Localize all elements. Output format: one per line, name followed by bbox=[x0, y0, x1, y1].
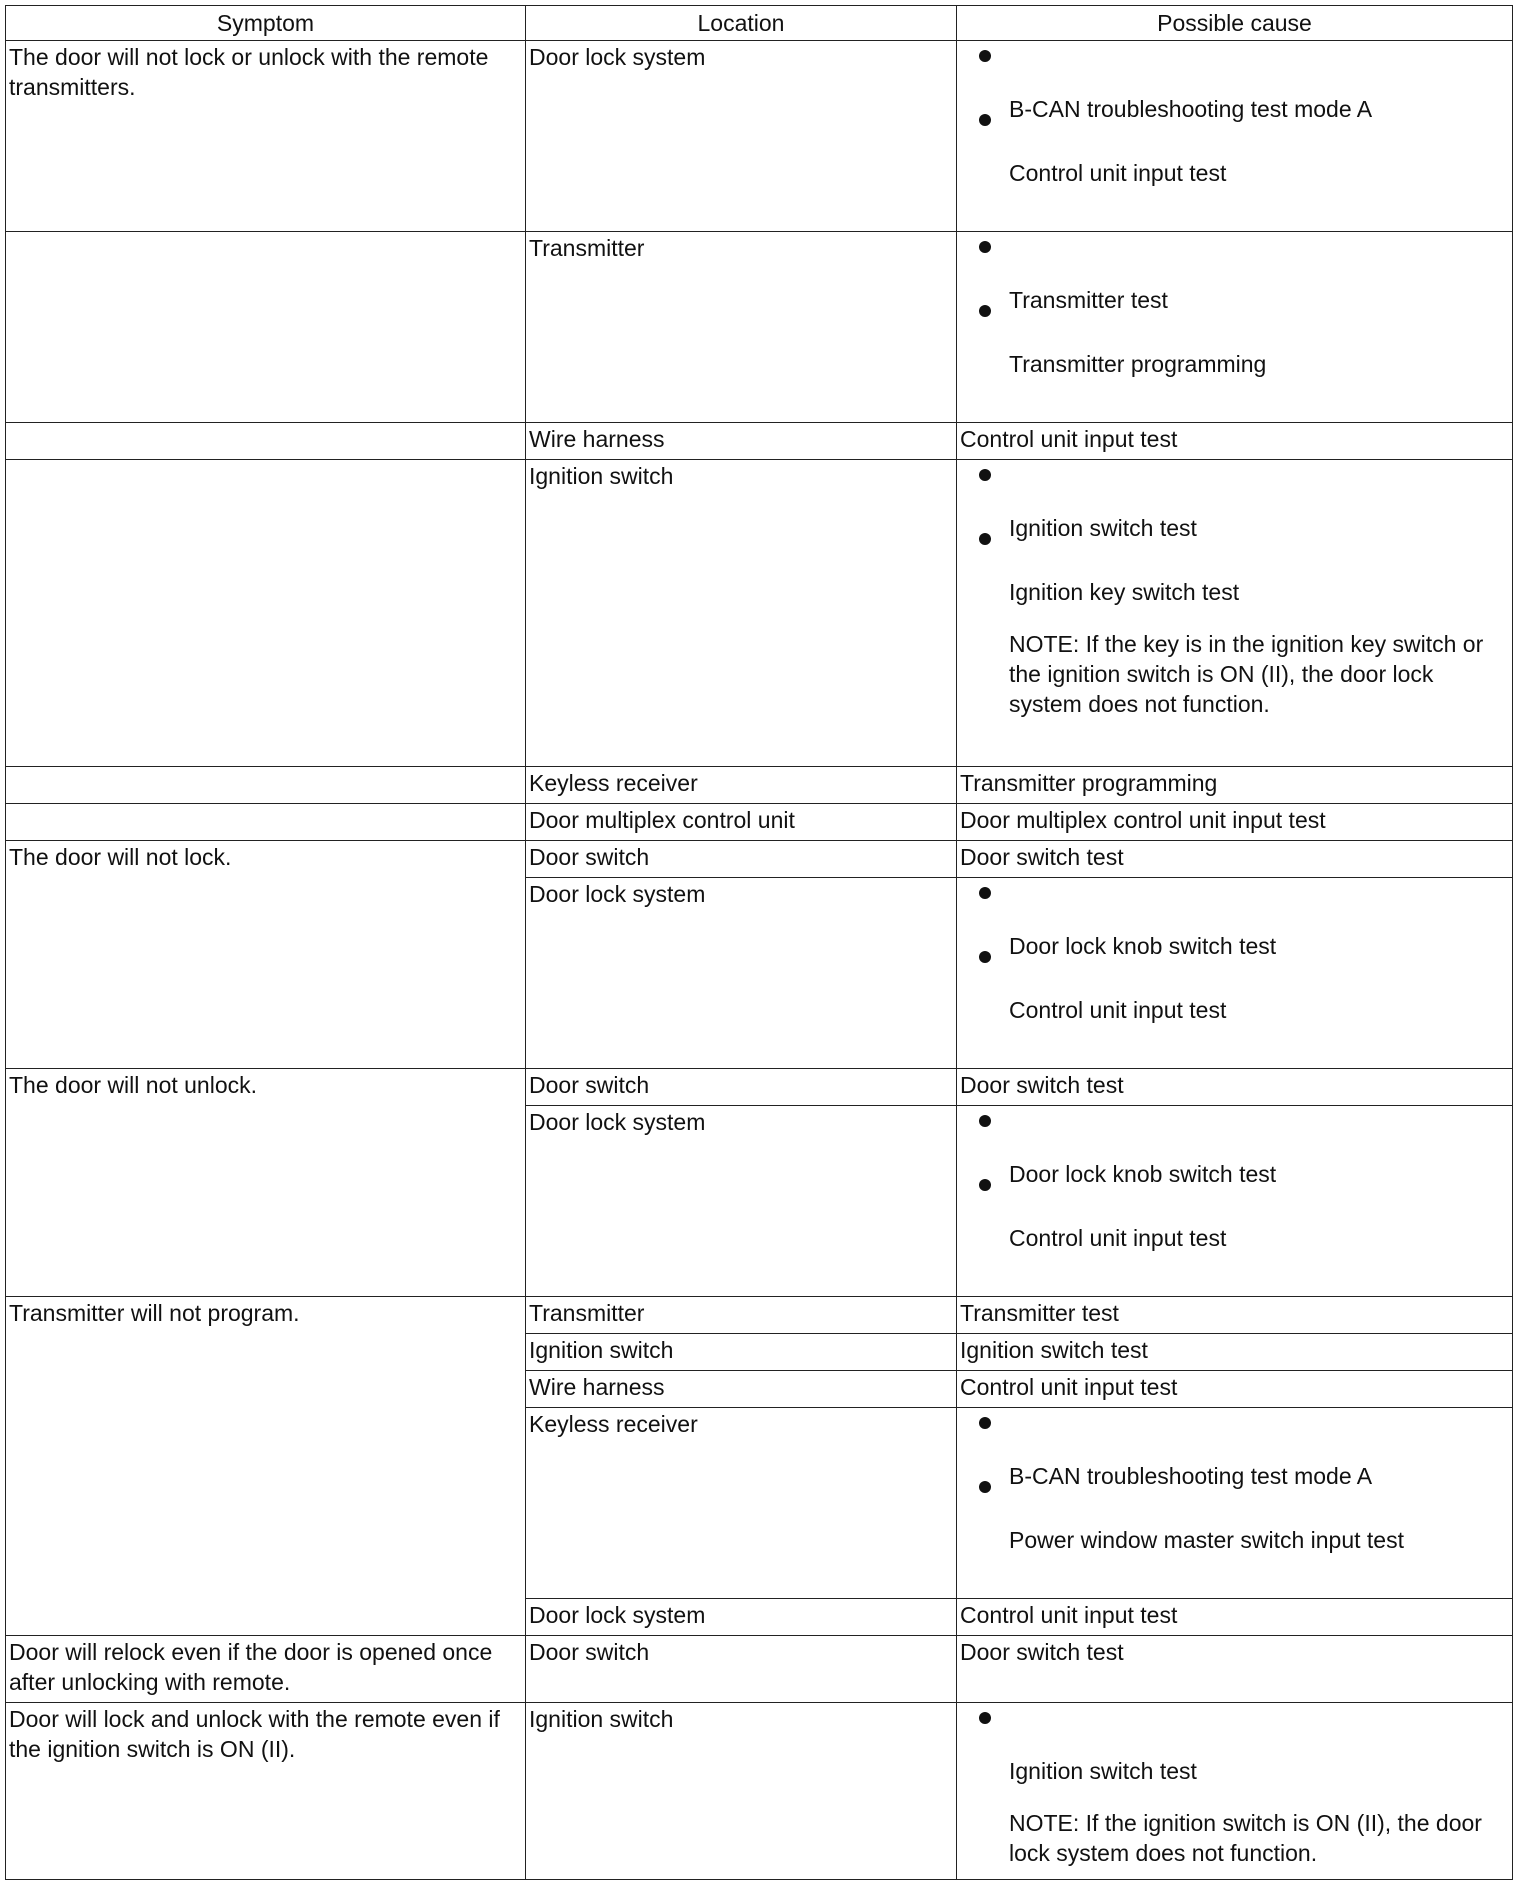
bullet-icon bbox=[979, 951, 991, 963]
table-row bbox=[6, 1297, 1513, 1334]
cause-item: Transmitter programming bbox=[960, 297, 1509, 379]
cause-item: Ignition key switch test bbox=[960, 525, 1509, 607]
location-cell: Door lock system bbox=[526, 878, 957, 1069]
table-row bbox=[6, 767, 1513, 804]
symptom-cell: Transmitter will not program. bbox=[6, 1297, 526, 1636]
bullet-icon bbox=[979, 533, 991, 545]
cause-cell: Control unit input test bbox=[957, 1599, 1513, 1636]
table-row bbox=[6, 41, 1513, 232]
cause-cell: Door multiplex control unit input test bbox=[957, 804, 1513, 841]
bullet-icon bbox=[979, 241, 991, 253]
cause-item: Control unit input test bbox=[960, 943, 1509, 1025]
location-cell: Keyless receiver bbox=[526, 767, 957, 804]
location-cell: Wire harness bbox=[526, 423, 957, 460]
header-possible-cause: Possible cause bbox=[957, 6, 1513, 41]
table-row bbox=[6, 1069, 1513, 1106]
bullet-icon bbox=[979, 1179, 991, 1191]
header-row bbox=[6, 6, 1513, 41]
location-cell: Wire harness bbox=[526, 1371, 957, 1408]
bullet-icon bbox=[979, 1417, 991, 1429]
bullet-icon bbox=[979, 50, 991, 62]
cause-cell bbox=[957, 460, 1513, 767]
cause-cell: Transmitter programming bbox=[957, 767, 1513, 804]
table-row bbox=[6, 423, 1513, 460]
location-cell: Ignition switch bbox=[526, 460, 957, 767]
location-cell: Transmitter bbox=[526, 232, 957, 423]
symptom-cell bbox=[6, 804, 526, 841]
location-cell: Door lock system bbox=[526, 1106, 957, 1297]
symptom-cell: Door will relock even if the door is opened once after unlocking with remote. bbox=[6, 1636, 526, 1703]
location-cell: Ignition switch bbox=[526, 1703, 957, 1880]
location-cell: Transmitter bbox=[526, 1297, 957, 1334]
header-location: Location bbox=[526, 6, 957, 41]
table-row bbox=[6, 232, 1513, 423]
cause-cell: Transmitter test bbox=[957, 1297, 1513, 1334]
symptom-cell: The door will not lock. bbox=[6, 841, 526, 1069]
cause-note: NOTE: If the key is in the ignition key switch or the ignition switch is ON (II), the door lock system does not function. bbox=[1009, 631, 1484, 717]
cause-cell bbox=[957, 1106, 1513, 1297]
bullet-icon bbox=[979, 305, 991, 317]
cause-item: Control unit input test bbox=[960, 106, 1509, 188]
cause-cell bbox=[957, 41, 1513, 232]
symptom-cell bbox=[6, 767, 526, 804]
location-cell: Door switch bbox=[526, 841, 957, 878]
location-cell: Door switch bbox=[526, 1069, 957, 1106]
cause-item: Control unit input test bbox=[960, 1171, 1509, 1253]
cause-cell: Door switch test bbox=[957, 841, 1513, 878]
bullet-icon bbox=[979, 1115, 991, 1127]
troubleshooting-table bbox=[5, 5, 1513, 1880]
cause-item: Ignition switch test bbox=[960, 1704, 1509, 1786]
table-row bbox=[6, 841, 1513, 878]
header-symptom: Symptom bbox=[6, 6, 526, 41]
bullet-icon bbox=[979, 887, 991, 899]
cause-note: NOTE: If the ignition switch is ON (II), the door lock system does not function. bbox=[1009, 1810, 1482, 1866]
symptom-cell bbox=[6, 232, 526, 423]
bullet-icon bbox=[979, 1481, 991, 1493]
cause-item: Ignition switch test bbox=[960, 461, 1509, 543]
cause-cell bbox=[957, 878, 1513, 1069]
cause-item: Door lock knob switch test bbox=[960, 879, 1509, 961]
symptom-cell: The door will not unlock. bbox=[6, 1069, 526, 1297]
bullet-icon bbox=[979, 1712, 991, 1724]
cause-cell: Control unit input test bbox=[957, 423, 1513, 460]
cause-cell: Control unit input test bbox=[957, 1371, 1513, 1408]
table-row bbox=[6, 1703, 1513, 1880]
cause-item: B-CAN troubleshooting test mode A bbox=[960, 1409, 1509, 1491]
cause-cell bbox=[957, 1408, 1513, 1599]
symptom-cell bbox=[6, 423, 526, 460]
symptom-cell: Door will lock and unlock with the remote even if the ignition switch is ON (II). bbox=[6, 1703, 526, 1880]
symptom-cell bbox=[6, 460, 526, 767]
cause-item: Door lock knob switch test bbox=[960, 1107, 1509, 1189]
location-cell: Door lock system bbox=[526, 41, 957, 232]
symptom-cell: The door will not lock or unlock with the remote transmitters. bbox=[6, 41, 526, 232]
location-cell: Keyless receiver bbox=[526, 1408, 957, 1599]
cause-cell: Door switch test bbox=[957, 1636, 1513, 1703]
bullet-icon bbox=[979, 114, 991, 126]
location-cell: Door switch bbox=[526, 1636, 957, 1703]
cause-item: B-CAN troubleshooting test mode A bbox=[960, 42, 1509, 124]
cause-item: Transmitter test bbox=[960, 233, 1509, 315]
table-row bbox=[6, 1636, 1513, 1703]
location-cell: Door lock system bbox=[526, 1599, 957, 1636]
location-cell: Door multiplex control unit bbox=[526, 804, 957, 841]
location-cell: Ignition switch bbox=[526, 1334, 957, 1371]
cause-cell bbox=[957, 1703, 1513, 1880]
bullet-icon bbox=[979, 469, 991, 481]
cause-cell: Ignition switch test bbox=[957, 1334, 1513, 1371]
table-row bbox=[6, 804, 1513, 841]
table-row bbox=[6, 460, 1513, 767]
cause-cell bbox=[957, 232, 1513, 423]
cause-cell: Door switch test bbox=[957, 1069, 1513, 1106]
cause-item: Power window master switch input test bbox=[960, 1473, 1509, 1555]
